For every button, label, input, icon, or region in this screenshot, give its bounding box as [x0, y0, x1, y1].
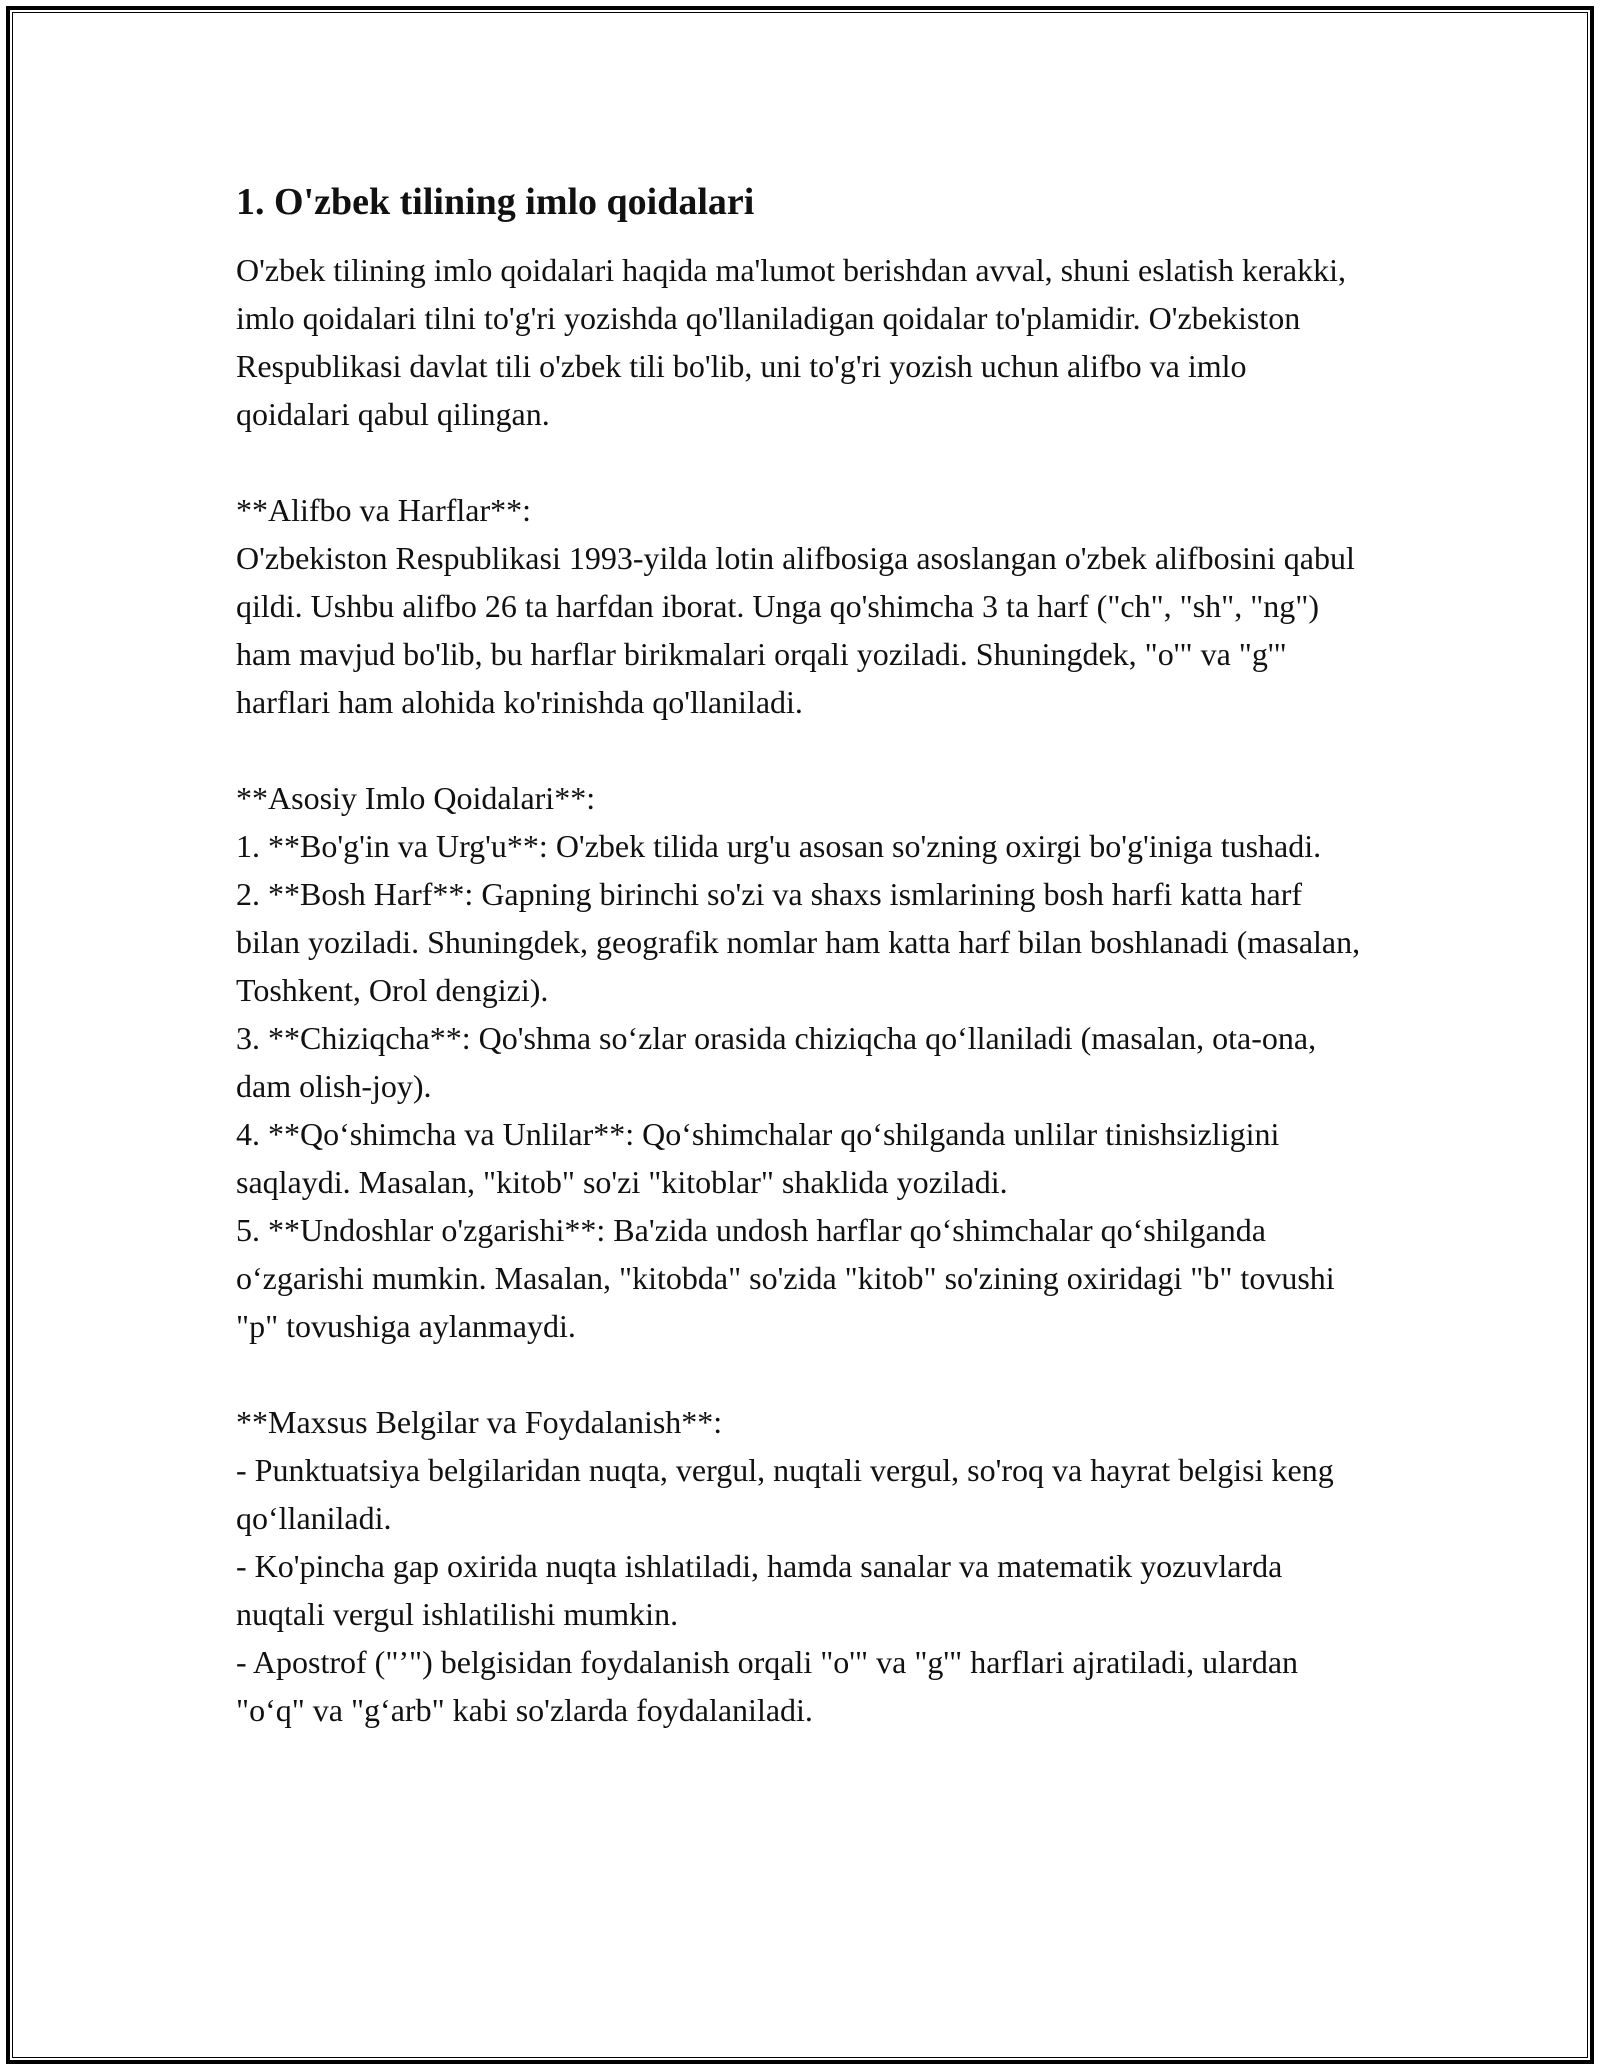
maxsus-list-item: - Punktuatsiya belgilaridan nuqta, vergul, nuqtali vergul, so'roq va hayrat belgisi keng qo‘llaniladi.: [236, 1451, 1342, 1536]
paragraph-gap: [236, 1350, 1366, 1398]
asosiy-rule-item: 5. **Undoshlar o'zgarishi**: Ba'zida undosh harflar qo‘shimchalar qo‘shilganda o‘zgarishi mumkin. Masalan, "kitobda" so'zida "kitob" so'zining oxiridagi "b" tovushi "p" tovushiga aylanmaydi.: [236, 1211, 1343, 1344]
maxsus-section-title: **Maxsus Belgilar va Foydalanish**:: [236, 1403, 723, 1440]
asosiy-rule-item: 4. **Qo‘shimcha va Unlilar**: Qo‘shimchalar qo‘shilganda unlilar tinishsizligini saqlaydi. Masalan, "kitob" so'zi "kitoblar" shaklida yoziladi.: [236, 1115, 1288, 1200]
maxsus-list-item: - Ko'pincha gap oxirida nuqta ishlatiladi, hamda sanalar va matematik yozuvlarda nuqtali vergul ishlatilishi mumkin.: [236, 1547, 1291, 1632]
paragraph-gap: [236, 438, 1366, 486]
maxsus-list-item: - Apostrof ("’") belgisidan foydalanish orqali "o'" va "g'" harflari ajratiladi, ulardan "o‘q" va "g‘arb" kabi so'zlarda foydalaniladi.: [236, 1643, 1307, 1728]
alifbo-section-title: **Alifbo va Harflar**:: [236, 491, 532, 528]
alifbo-section-text: O'zbekiston Respublikasi 1993-yilda lotin alifbosiga asoslangan o'zbek alifbosini qabul qildi. Ushbu alifbo 26 ta harfdan iborat. Unga qo'shimcha 3 ta harf ("ch", "sh", "ng") ham mavjud bo'lib, bu harflar birikmalari orqali yoziladi. Shuningdek, "o'" va "g'" harflari ham alohida ko'rinishda qo'llaniladi.: [236, 539, 1363, 720]
asosiy-section-title: **Asosiy Imlo Qoidalari**:: [236, 779, 596, 816]
paragraph-gap: [236, 726, 1366, 774]
document-heading: 1. O'zbek tilining imlo qoidalari: [236, 181, 755, 223]
intro-paragraph: O'zbek tilining imlo qoidalari haqida ma'lumot berishdan avval, shuni eslatish kerakki, imlo qoidalari tilni to'g'ri yozishda qo'llaniladigan qoidalar to'plamidir. O'zbekiston Respublikasi davlat tili o'zbek tili bo'lib, uni to'g'ri yozish uchun alifbo va imlo qoidalari qabul qilingan.: [236, 251, 1354, 432]
asosiy-rule-item: 2. **Bosh Harf**: Gapning birinchi so'zi va shaxs ismlarining bosh harfi katta harf bilan yoziladi. Shuningdek, geografik nomlar ham katta harf bilan boshlanadi (masalan, Toshkent, Orol dengizi).: [236, 875, 1368, 1008]
document-body: [236, 180, 1366, 1734]
asosiy-rule-item: 3. **Chiziqcha**: Qo'shma so‘zlar orasida chiziqcha qo‘llaniladi (masalan, ota-ona, dam olish-joy).: [236, 1019, 1325, 1104]
asosiy-rule-item: 1. **Bo'g'in va Urg'u**: O'zbek tilida urg'u asosan so'zning oxirgi bo'g'iniga tushadi.: [236, 827, 1322, 864]
